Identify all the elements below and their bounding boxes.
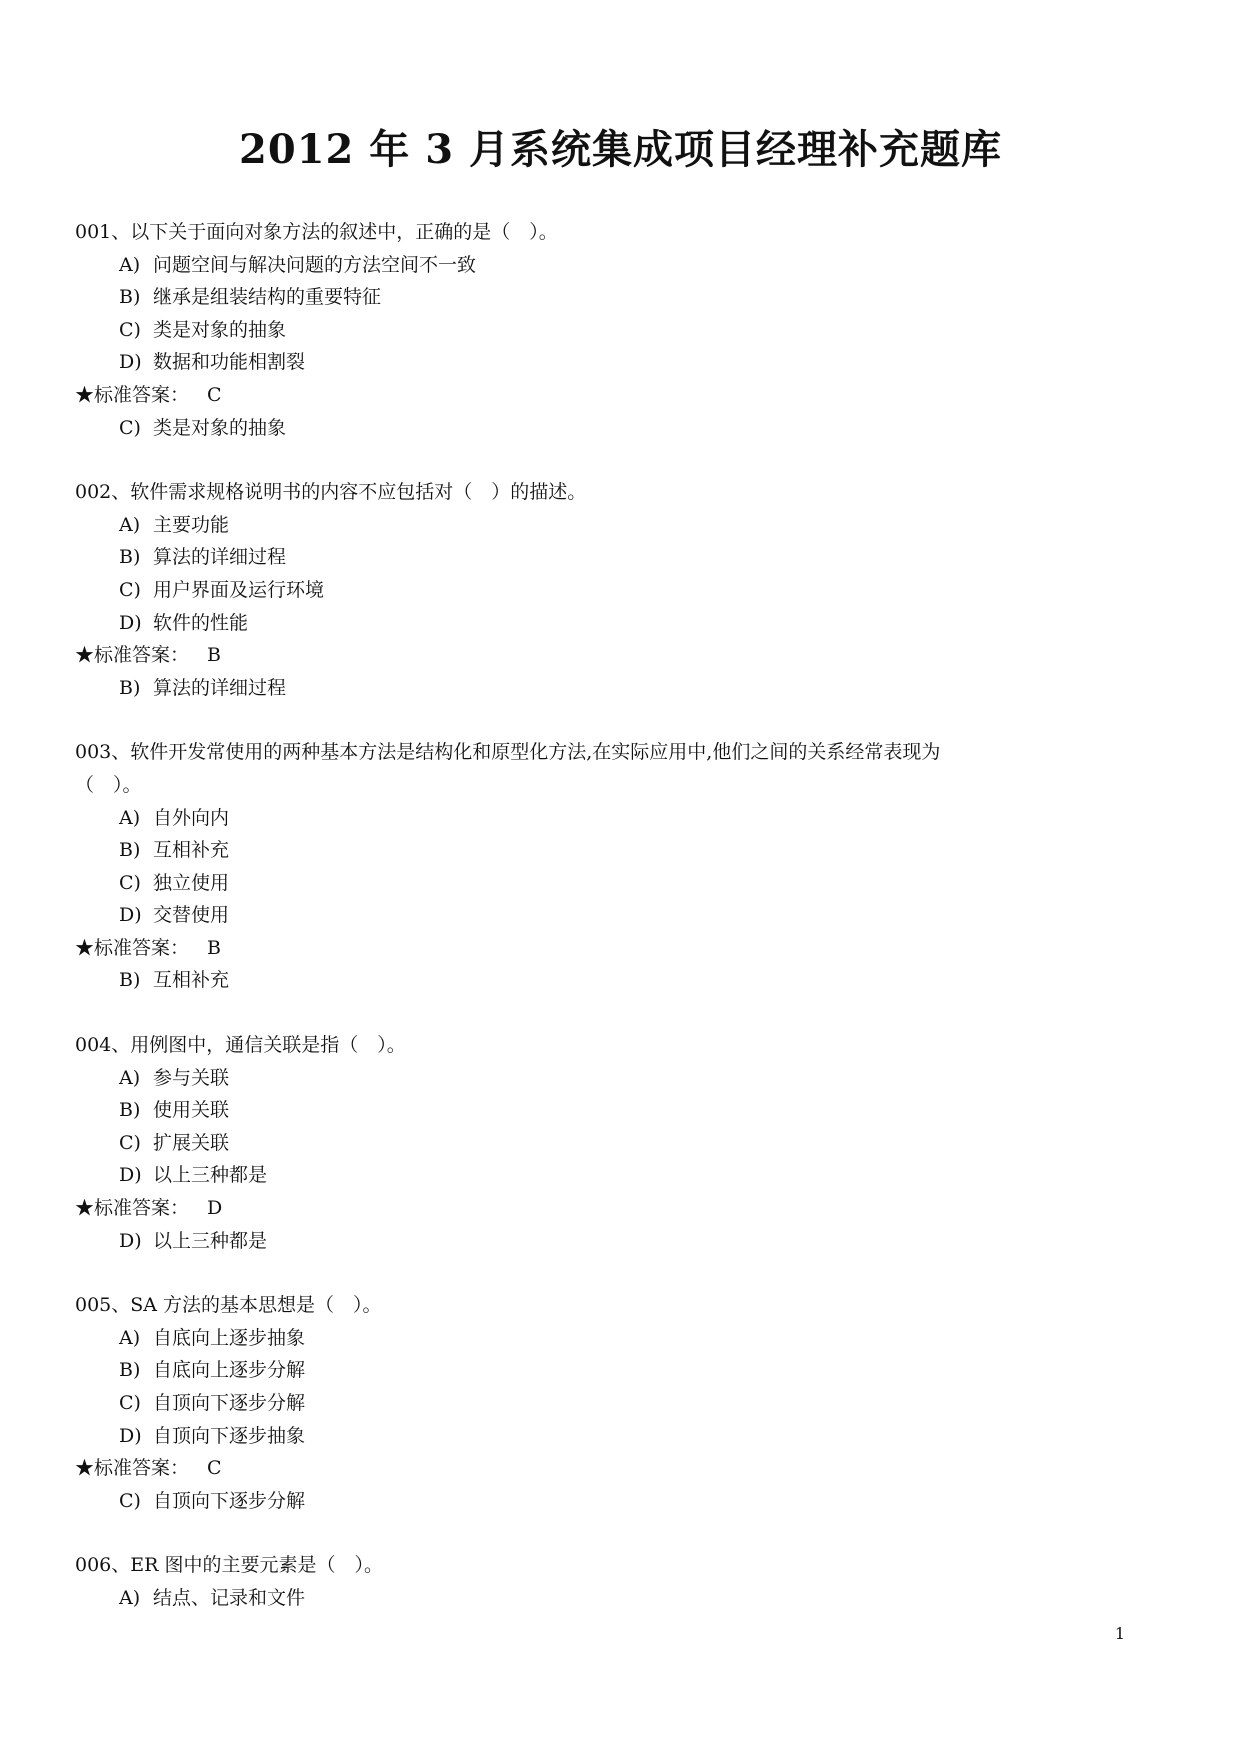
question-text: 004、用例图中，通信关联是指（ ）。	[75, 1034, 406, 1057]
option-letter: A)	[119, 1326, 141, 1349]
option-item	[75, 509, 1165, 542]
option-letter: D)	[119, 1229, 142, 1252]
answer-letter: C	[207, 1457, 222, 1480]
option-item	[75, 541, 1165, 574]
option-text: 扩展关联	[153, 1131, 230, 1154]
option-text: 交替使用	[153, 904, 230, 927]
option-item	[75, 834, 1165, 867]
answer-letter: B	[207, 936, 221, 959]
option-text: 独立使用	[153, 871, 230, 894]
answer-option	[75, 1225, 1165, 1258]
option-text: 互相补充	[153, 839, 230, 862]
option-letter: A)	[119, 513, 141, 536]
option-text: 互相补充	[153, 969, 230, 992]
option-item	[75, 607, 1165, 640]
option-letter: B)	[119, 286, 141, 309]
option-item	[75, 1094, 1165, 1127]
option-text: 类是对象的抽象	[153, 318, 287, 341]
option-letter: B)	[119, 1359, 141, 1382]
option-text: 自顶向下逐步抽象	[153, 1424, 306, 1447]
option-text: 参与关联	[153, 1066, 230, 1089]
option-item	[75, 249, 1165, 282]
option-letter: C)	[119, 1392, 141, 1414]
option-text: 以上三种都是	[153, 1229, 268, 1252]
option-item	[75, 1159, 1165, 1192]
option-letter: C)	[119, 1489, 141, 1512]
option-letter: D)	[119, 904, 142, 927]
option-text: 自底向上逐步分解	[153, 1359, 306, 1382]
option-item	[75, 1354, 1165, 1387]
answer-row	[75, 379, 1165, 412]
answer-label: ★标准答案：	[75, 936, 190, 959]
option-letter: B)	[119, 839, 141, 862]
answer-row	[75, 1192, 1165, 1225]
option-text: 继承是组装结构的重要特征	[153, 286, 382, 309]
answer-label: ★标准答案：	[75, 1457, 190, 1480]
option-item	[75, 314, 1165, 347]
option-text: 软件的性能	[153, 611, 249, 634]
option-text: 用户界面及运行环境	[153, 578, 325, 601]
option-item	[75, 574, 1165, 607]
answer-row	[75, 1452, 1165, 1485]
option-item	[75, 281, 1165, 314]
option-text: 问题空间与解决问题的方法空间不一致	[153, 253, 477, 276]
option-item	[75, 1387, 1165, 1420]
option-letter: D)	[119, 351, 142, 374]
option-item	[75, 802, 1165, 835]
option-letter: D)	[119, 611, 142, 634]
option-text: 算法的详细过程	[153, 676, 287, 699]
option-letter: C)	[119, 318, 141, 341]
option-letter: B)	[119, 676, 141, 699]
option-item	[75, 346, 1165, 379]
option-item	[75, 1127, 1165, 1160]
option-letter: B)	[119, 1099, 141, 1122]
answer-letter: B	[207, 644, 221, 667]
question-item	[75, 1029, 1165, 1257]
question-item	[75, 216, 1165, 444]
question-text: 003、软件开发常使用的两种基本方法是结构化和原型化方法,在实际应用中,他们之间的关系经常表现为（ ）。	[75, 741, 941, 796]
option-item	[75, 867, 1165, 900]
option-text: 数据和功能相割裂	[153, 351, 306, 374]
answer-option	[75, 412, 1165, 445]
option-text: 自顶向下逐步分解	[153, 1489, 306, 1512]
question-text: 001、以下关于面向对象方法的叙述中，正确的是（ ）。	[75, 221, 558, 243]
answer-option	[75, 1485, 1165, 1518]
option-item	[75, 1322, 1165, 1355]
answer-letter: D	[207, 1197, 223, 1220]
option-letter: D)	[119, 1424, 142, 1447]
question-list	[75, 216, 1165, 1647]
option-text: 自底向上逐步抽象	[153, 1326, 306, 1349]
question-text: 006、ER 图中的主要元素是（ ）。	[75, 1554, 383, 1577]
question-text: 002、软件需求规格说明书的内容不应包括对（ ）的描述。	[75, 481, 587, 504]
option-letter: C)	[119, 578, 141, 601]
answer-row	[75, 639, 1165, 672]
option-letter: C)	[119, 1131, 141, 1154]
page-number: 1	[1114, 1624, 1126, 1643]
answer-label: ★标准答案：	[75, 383, 190, 406]
option-text: 类是对象的抽象	[153, 416, 287, 439]
answer-label: ★标准答案：	[75, 1197, 190, 1220]
option-letter: B)	[119, 969, 141, 992]
option-text: 以上三种都是	[153, 1164, 268, 1187]
option-letter: A)	[119, 1066, 141, 1089]
option-text: 主要功能	[153, 513, 230, 536]
answer-option	[75, 672, 1165, 705]
option-item	[75, 1582, 1165, 1615]
option-letter: A)	[119, 1586, 141, 1609]
question-text: 005、SA 方法的基本思想是（ ）。	[75, 1294, 382, 1317]
option-letter: B)	[119, 546, 141, 569]
option-text: 使用关联	[153, 1099, 230, 1122]
option-letter: C)	[119, 871, 141, 894]
option-text: 自外向内	[153, 806, 230, 829]
option-letter: A)	[119, 253, 141, 276]
option-item	[75, 1420, 1165, 1453]
answer-option	[75, 964, 1165, 997]
option-text: 自顶向下逐步分解	[153, 1392, 306, 1414]
option-item	[75, 1062, 1165, 1095]
option-text: 算法的详细过程	[153, 546, 287, 569]
option-text: 结点、记录和文件	[153, 1586, 306, 1609]
question-item	[75, 476, 1165, 704]
question-item	[75, 1549, 1165, 1614]
option-letter: A)	[119, 806, 141, 829]
option-letter: D)	[119, 1164, 142, 1187]
question-item	[75, 736, 1165, 997]
answer-label: ★标准答案：	[75, 644, 190, 667]
question-item	[75, 1289, 1165, 1517]
option-letter: C)	[119, 416, 141, 439]
answer-row	[75, 932, 1165, 965]
page-title: 2012 年 3 月系统集成项目经理补充题库	[239, 126, 1002, 173]
answer-letter: C	[207, 383, 222, 406]
option-item	[75, 899, 1165, 932]
